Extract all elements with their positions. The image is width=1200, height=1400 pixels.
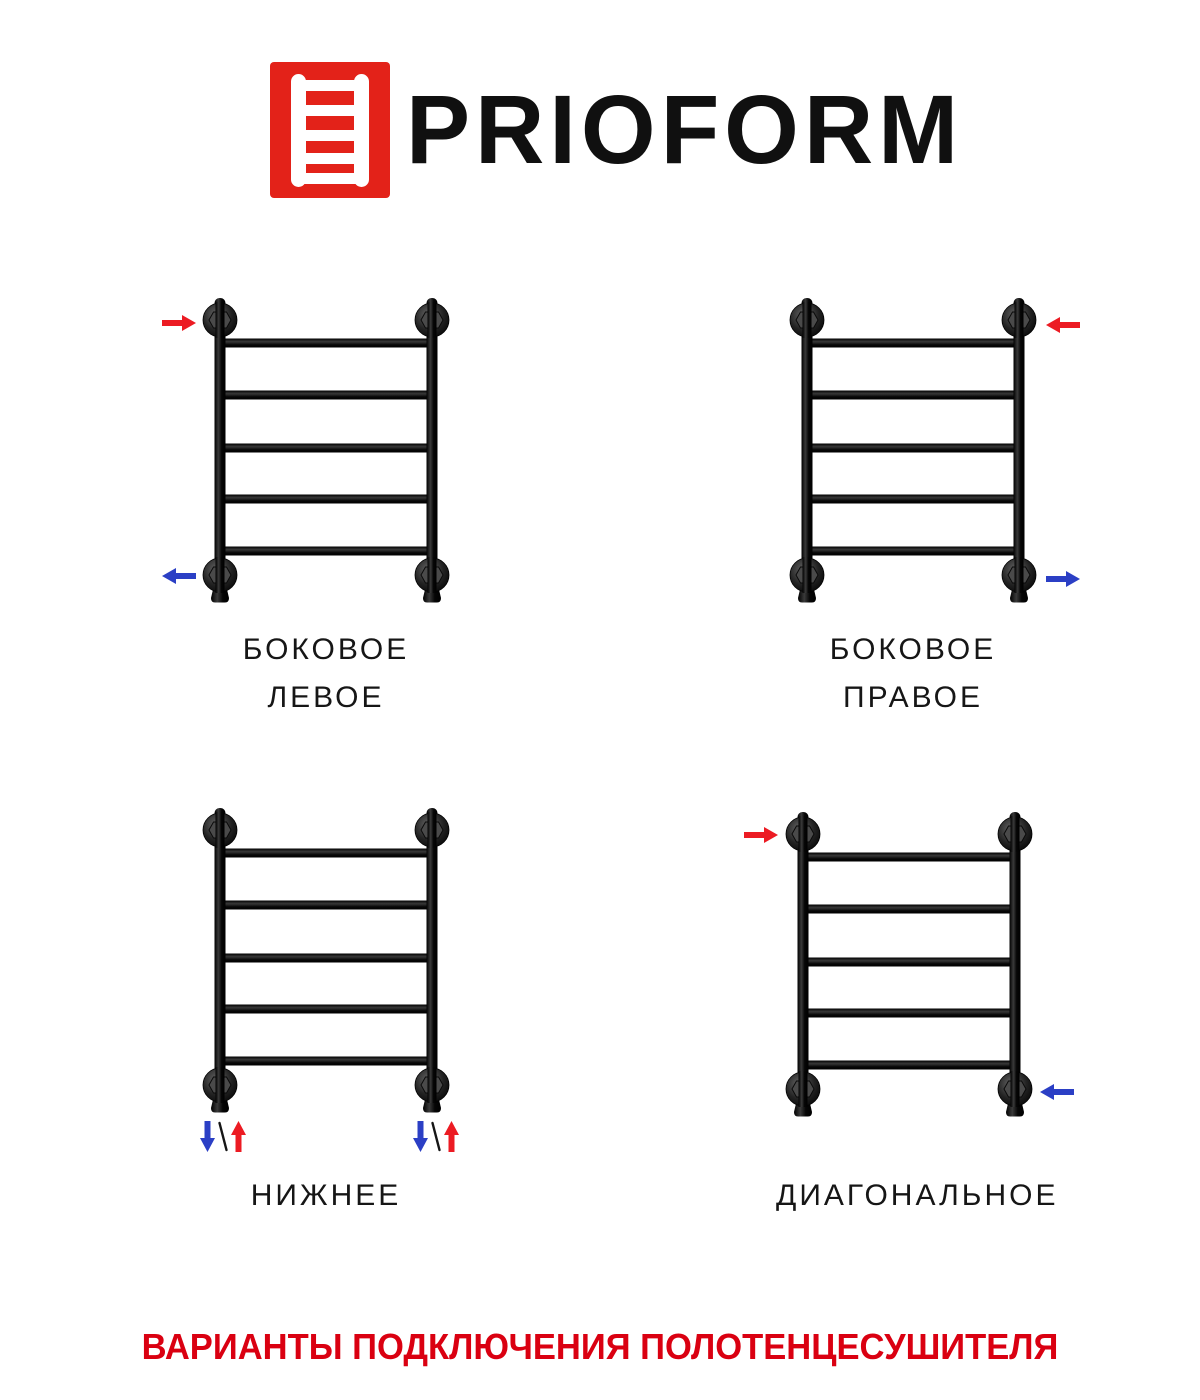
cold-down-arrow-icon <box>413 1121 428 1152</box>
ladder-icon <box>270 62 390 198</box>
towel-rail-diagonal <box>776 812 1042 1118</box>
bottom-connection-arrows-right <box>413 1121 459 1152</box>
cold-outlet-arrow-right-icon <box>1046 571 1080 587</box>
bottom-connection-arrows-left <box>200 1121 246 1152</box>
hot-up-arrow-icon <box>444 1121 459 1152</box>
diagram-label-diagonal: ДИАГОНАЛЬНОЕ <box>776 1179 1059 1212</box>
slash-divider-icon <box>431 1121 441 1152</box>
towel-rail-side-right <box>780 298 1046 604</box>
towel-rail-side-left <box>193 298 459 604</box>
page-title: ВАРИАНТЫ ПОДКЛЮЧЕНИЯ ПОЛОТЕНЦЕСУШИТЕЛЯ <box>141 1326 1059 1367</box>
diagram-label-side-right: БОКОВОЕ ПРАВОЕ <box>829 633 997 714</box>
towel-rail-bottom <box>193 808 459 1114</box>
brand-name: PRIOFORM <box>406 75 964 184</box>
cold-down-arrow-icon <box>200 1121 215 1152</box>
hot-inlet-arrow-right-icon <box>162 315 196 331</box>
hot-up-arrow-icon <box>231 1121 246 1152</box>
slash-divider-icon <box>218 1121 228 1152</box>
cold-outlet-arrow-left-icon <box>1040 1084 1074 1100</box>
diagram-label-side-left: БОКОВОЕ ЛЕВОЕ <box>242 633 410 714</box>
diagram-label-bottom: НИЖНЕЕ <box>250 1179 402 1212</box>
brand-logo <box>270 62 969 198</box>
cold-outlet-arrow-left-icon <box>162 568 196 584</box>
hot-inlet-arrow-left-icon <box>1046 317 1080 333</box>
hot-inlet-arrow-right-icon <box>744 827 778 843</box>
